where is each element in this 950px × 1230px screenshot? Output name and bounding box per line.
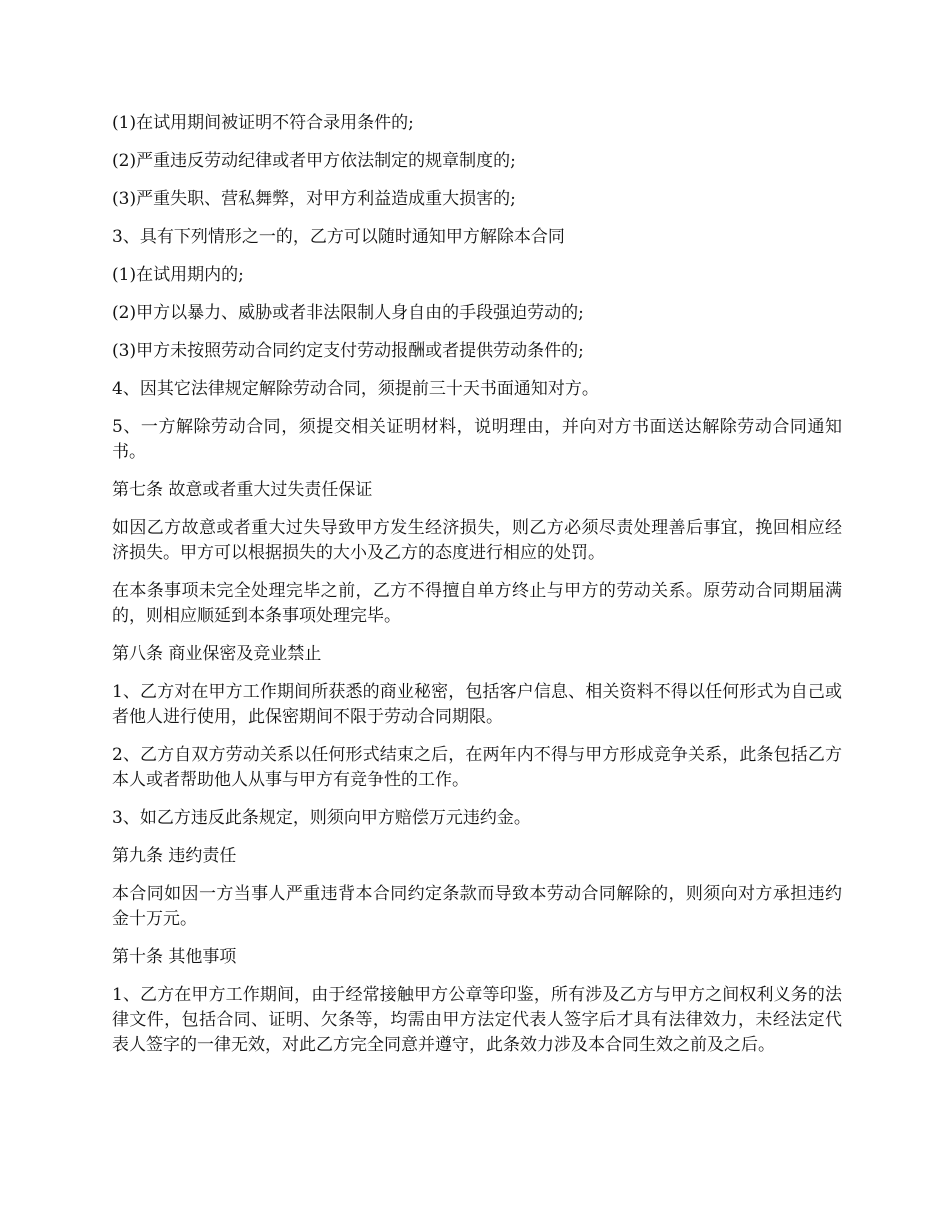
article-7-paragraph-2: 在本条事项未完全处理完毕之前，乙方不得擅自单方终止与甲方的劳动关系。原劳动合同期届满的，则相应顺延到本条事项处理完毕。 <box>112 581 842 626</box>
article-8-clause-1: 1、乙方对在甲方工作期间所获悉的商业秘密，包括客户信息、相关资料不得以任何形式为自己或者他人进行使用，此保密期间不限于劳动合同期限。 <box>112 682 842 727</box>
article-8-clause-2: 2、乙方自双方劳动关系以任何形式结束之后，在两年内不得与甲方形成竞争关系，此条包括乙方本人或者帮助他人从事与甲方有竞争性的工作。 <box>112 745 842 790</box>
list-item-3: (3)严重失职、营私舞弊，对甲方利益造成重大损害的; <box>112 189 516 209</box>
article-7-heading: 第七条 故意或者重大过失责任保证 <box>112 480 373 500</box>
list-item-1b: (1)在试用期内的; <box>112 265 244 285</box>
article-10-clause-1: 1、乙方在甲方工作期间，由于经常接触甲方公章等印鉴，所有涉及乙方与甲方之间权利义务的法律文件，包括合同、证明、欠条等，均需由甲方法定代表人签字后才具有法律效力，未经法定代表人签字的一律无效，对此乙方完全同意并遵守，此条效力涉及本合同生效之前及之后。 <box>112 985 842 1055</box>
article-10-heading: 第十条 其他事项 <box>112 947 237 967</box>
article-9-paragraph: 本合同如因一方当事人严重违背本合同约定条款而导致本劳动合同解除的，则须向对方承担违约金十万元。 <box>112 884 842 929</box>
document-page <box>112 111 842 1071</box>
list-item-3b: (3)甲方未按照劳动合同约定支付劳动报酬或者提供劳动条件的; <box>112 341 584 361</box>
list-item-2b: (2)甲方以暴力、威胁或者非法限制人身自由的手段强迫劳动的; <box>112 303 584 323</box>
list-item-2: (2)严重违反劳动纪律或者甲方依法制定的规章制度的; <box>112 151 516 171</box>
clause-4: 4、因其它法律规定解除劳动合同，须提前三十天书面通知对方。 <box>112 379 599 399</box>
article-8-heading: 第八条 商业保密及竞业禁止 <box>112 644 322 664</box>
list-item-1: (1)在试用期间被证明不符合录用条件的; <box>112 113 414 133</box>
clause-5: 5、一方解除劳动合同，须提交相关证明材料，说明理由，并向对方书面送达解除劳动合同通知书。 <box>112 417 842 462</box>
article-8-clause-3: 3、如乙方违反此条规定，则须向甲方赔偿万元违约金。 <box>112 808 531 828</box>
article-9-heading: 第九条 违约责任 <box>112 846 237 866</box>
clause-3-intro: 3、具有下列情形之一的，乙方可以随时通知甲方解除本合同 <box>112 227 565 247</box>
article-7-paragraph-1: 如因乙方故意或者重大过失导致甲方发生经济损失，则乙方必须尽责处理善后事宜，挽回相应经济损失。甲方可以根据损失的大小及乙方的态度进行相应的处罚。 <box>112 518 842 563</box>
